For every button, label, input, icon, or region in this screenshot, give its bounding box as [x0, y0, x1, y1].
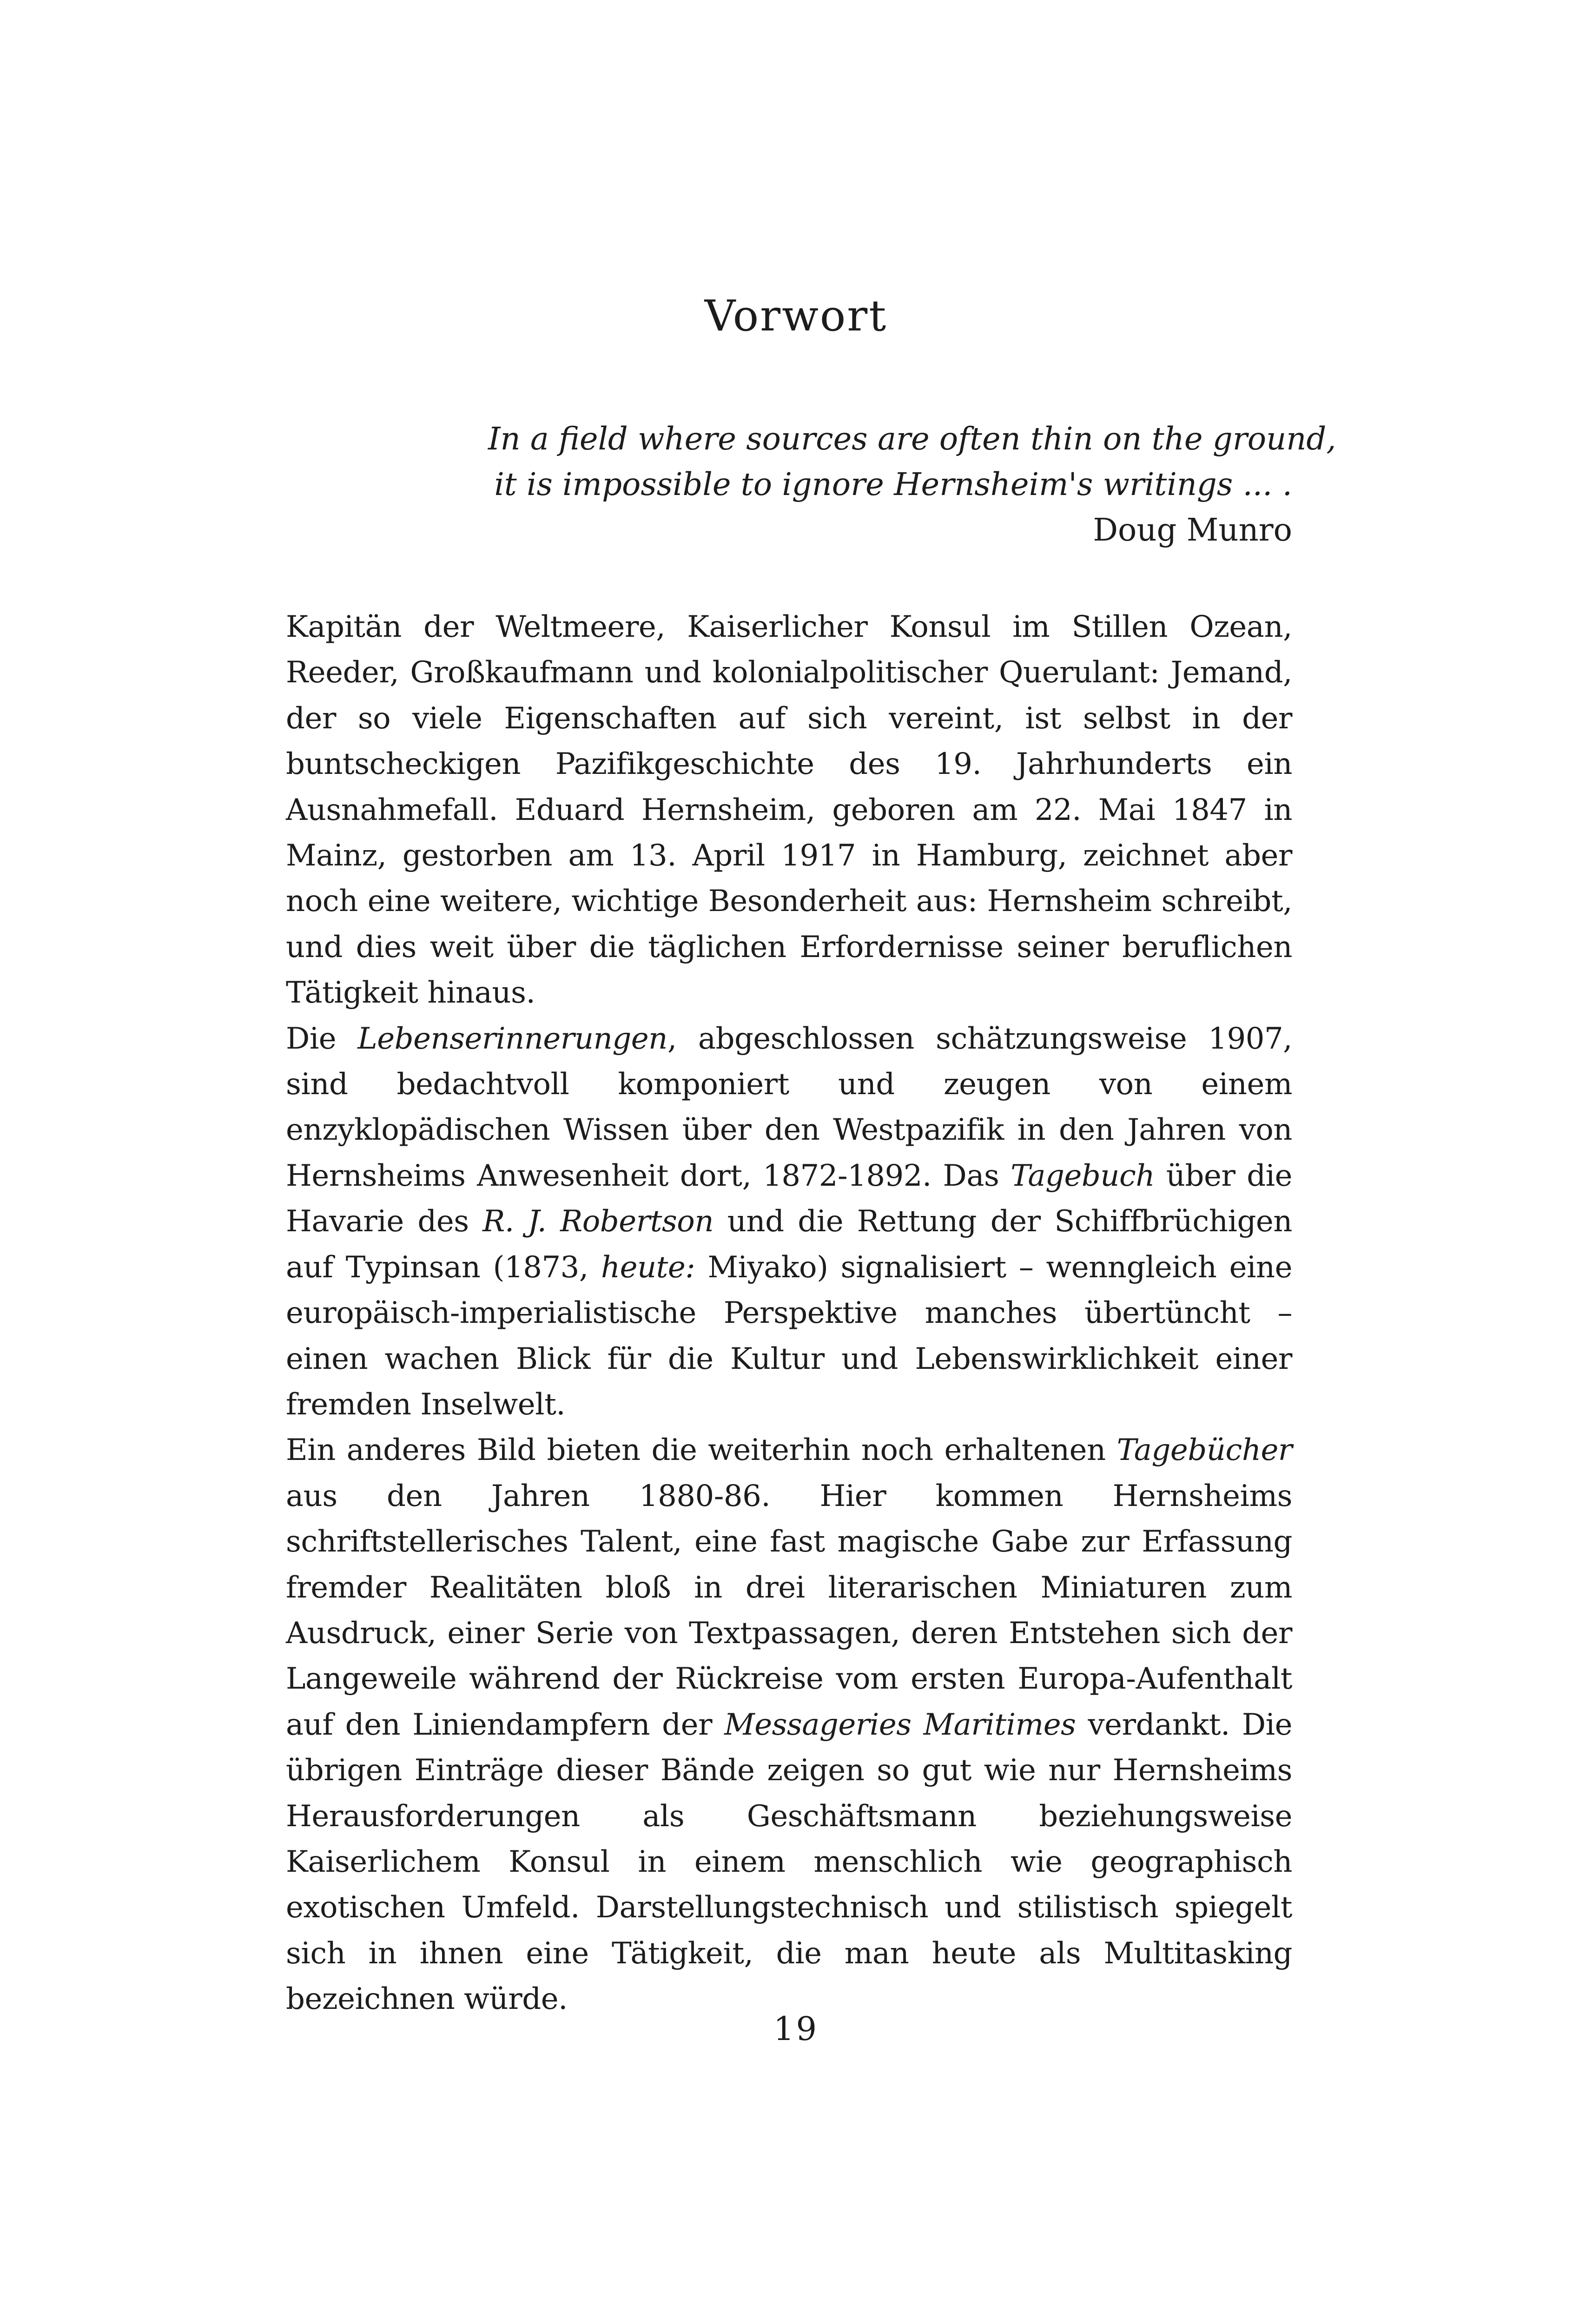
paragraph-2-text: über die Havarie des	[286, 1158, 1293, 1239]
paragraph-3-text: aus den Jahren 1880-86. Hier kommen Hernsheims schriftstellerisches Talent, eine fast magische Gabe zur Erfassung fremder Realitäten bloß in drei literarischen Miniaturen zum Ausdruck, einer Serie von Textpassagen, deren Entstehen sich der Langeweile während der Rückreise vom ersten Europa-Aufenthalt auf den Liniendampfern der	[286, 1479, 1292, 1742]
paragraph-3-text: Ein anderes Bild bieten die weiterhin noch erhaltenen	[286, 1433, 1117, 1468]
paragraph-2-text: , abgeschlossen schätzungsweise 1907, sind bedachtvoll komponiert und zeugen von einem enzyklopädischen Wissen über den Westpazifik in den Jahren von Hernsheims Anwesenheit dort, 1872-1892. Das	[286, 1021, 1293, 1193]
body-text	[286, 604, 1292, 2022]
paragraph-2-text: Die	[286, 1021, 358, 1056]
paragraph-1: Kapitän der Weltmeere, Kaiserlicher Konsul im Stillen Ozean, Reeder, Großkaufmann und kolonialpolitischer Querulant: Jemand, der so viele Eigenschaften auf sich vereint, ist selbst in der buntscheckigen Pazifikgeschichte des 19. Jahrhunderts ein Ausnahmefall. Eduard Hernsheim, geboren am 22. Mai 1847 in Mainz, gestorben am 13. April 1917 in Hamburg, zeichnet aber noch eine weitere, wichtige Besonderheit aus: Hernsheim schreibt, und dies weit über die täglichen Erfordernisse seiner beruflichen Tätigkeit hinaus.	[286, 610, 1292, 1010]
paragraph-2	[286, 1016, 1292, 1428]
epigraph-line-2: it is impossible to ignore Hernsheim's writings ... .	[494, 466, 1292, 502]
italic-title-tagebuch: Tagebuch	[1011, 1158, 1155, 1193]
paragraph-3-text: verdankt. Die übrigen Einträge dieser Bände zeigen so gut wie nur Hernsheims Herausforderungen als Geschäftsmann beziehungsweise Kaiserlichem Konsul in einem menschlich wie geographisch exotischen Umfeld. Darstellungstechnisch und stilistisch spiegelt sich in ihnen eine Tätigkeit, die man heute als Multitasking bezeichnen würde.	[286, 1707, 1293, 2017]
epigraph-author: Doug Munro	[1093, 512, 1292, 548]
italic-title-tagebuecher: Tagebücher	[1116, 1433, 1292, 1468]
italic-title-lebenserinnerungen: Lebenserinnerungen	[357, 1021, 667, 1056]
italic-company-name: Messageries Maritimes	[724, 1707, 1076, 1742]
paragraph-2-text: Miyako) signalisiert – wenngleich eine europäisch-imperialistische Perspektive manches übertüncht – einen wachen Blick für die Kultur und Lebenswirklichkeit einer fremden Inselwelt.	[286, 1250, 1292, 1422]
paragraph-3	[286, 1427, 1292, 2022]
epigraph	[488, 416, 1336, 553]
epigraph-line-1: In a field where sources are often thin on the ground,	[488, 421, 1336, 457]
page-number: 19	[773, 2010, 819, 2048]
italic-heute: heute:	[601, 1250, 695, 1285]
italic-ship-name: R. J. Robertson	[482, 1204, 714, 1239]
paragraph-2-text: und die Rettung der Schiffbrüchigen auf Typinsan (1873,	[286, 1204, 1293, 1285]
chapter-title: Vorwort	[704, 291, 888, 341]
